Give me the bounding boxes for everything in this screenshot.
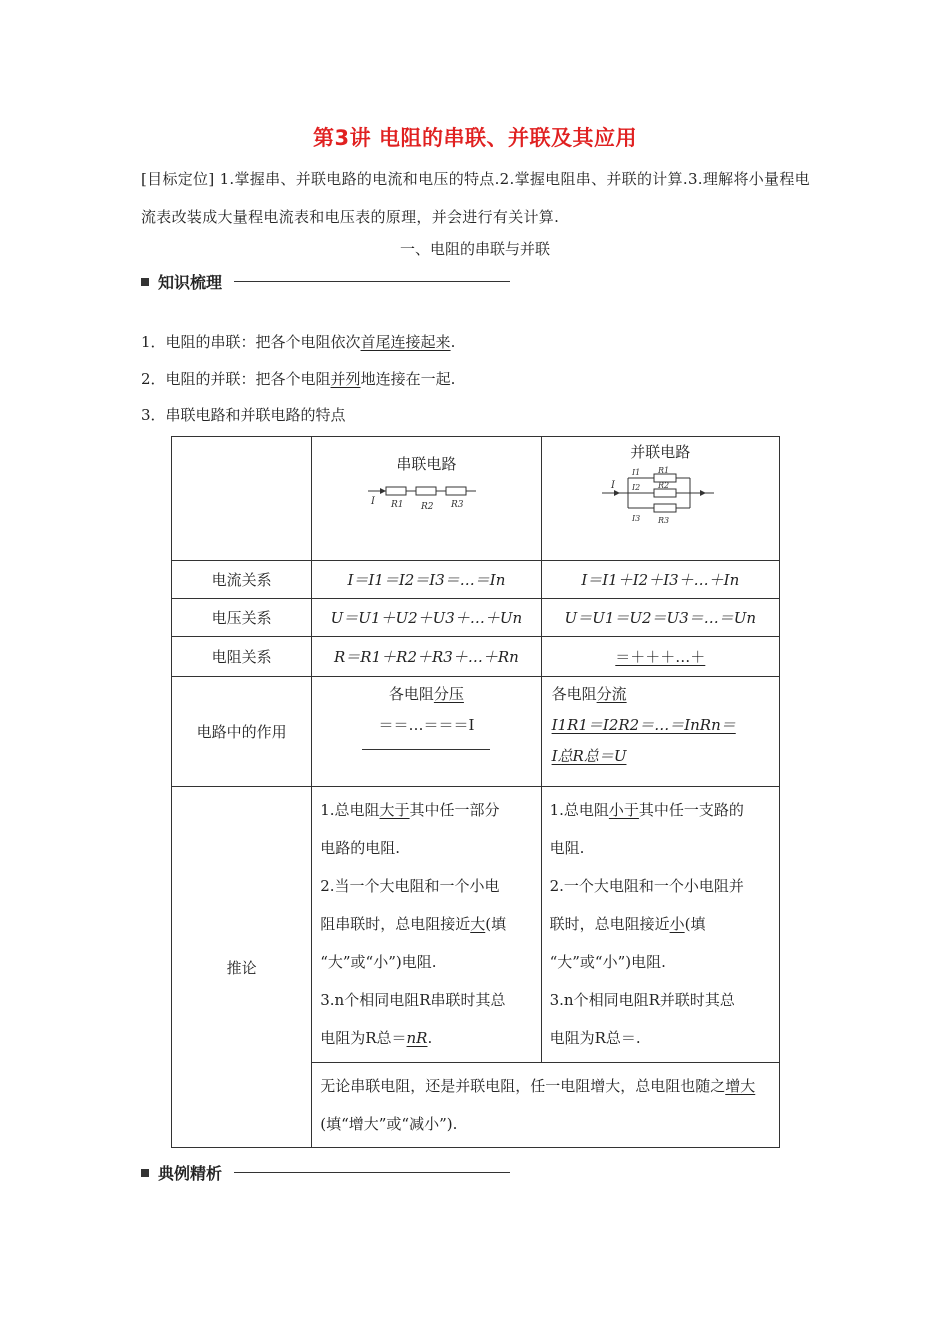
parallel-current-cell xyxy=(541,561,779,599)
goal-paragraph xyxy=(141,160,821,236)
inf-line: 3.n个相同电阻R串联时其总 xyxy=(320,991,506,1009)
formula: I＝I1＋I2＋I3＋…＋In xyxy=(581,571,740,589)
inf-line: 电路的电阻. xyxy=(320,839,400,857)
square-bullet-icon xyxy=(141,1169,149,1177)
series-role-formula: ＝＝…＝＝＝I xyxy=(378,716,475,734)
parallel-voltage-cell xyxy=(541,599,779,637)
inf-line: 1.总电阻小于其中任一支路的 xyxy=(549,801,744,819)
parallel-role-formula-2: I总R总＝U xyxy=(551,747,627,765)
list-item xyxy=(141,368,455,389)
parallel-role-cell xyxy=(541,677,779,787)
formula: I＝I1＝I2＝I3＝…＝In xyxy=(347,571,506,589)
parallel-resistance-cell xyxy=(541,637,779,677)
blank-line xyxy=(362,749,490,750)
row-label-role: 电路中的作用 xyxy=(172,677,312,787)
parallel-circuit-diagram xyxy=(600,466,720,528)
inf-line: 1.总电阻大于其中任一部分 xyxy=(320,801,500,819)
r3-label: R3 xyxy=(658,516,670,525)
series-circuit-diagram xyxy=(366,482,486,514)
goal-tag: [目标定位] xyxy=(141,170,215,188)
formula: R＝R1＋R2＋R3＋…＋Rn xyxy=(334,648,519,666)
i1-label: I1 xyxy=(632,468,641,477)
subheading: 一、电阻的串联与并联 xyxy=(399,240,550,258)
row-label-voltage: 电压关系 xyxy=(172,599,312,637)
item-text: 1．电阻的串联：把各个电阻依次 xyxy=(141,333,361,351)
inf-line: “大”或“小”)电阻. xyxy=(320,953,437,971)
series-current-cell xyxy=(312,561,541,599)
square-bullet-icon xyxy=(141,278,149,286)
table-corner-cell xyxy=(172,437,312,561)
row-label-resistance: 电阻关系 xyxy=(172,637,312,677)
item-answer: 首尾连接起来 xyxy=(360,333,451,351)
series-header: 串联电路 xyxy=(396,455,457,473)
section-header-knowledge xyxy=(141,270,510,293)
item-answer: 并列 xyxy=(330,370,361,388)
series-voltage-cell xyxy=(312,599,541,637)
series-inference-cell xyxy=(312,787,541,1063)
formula: ＝＋＋＋…＋ xyxy=(615,648,706,666)
inf-answer: 增大 xyxy=(725,1077,756,1095)
current-label: I xyxy=(611,480,616,491)
inf-text: 无论串联电阻，还是并联电阻，任一电阻增大，总电阻也随之 xyxy=(320,1077,726,1095)
item-text: 2．电阻的并联：把各个电阻 xyxy=(141,370,331,388)
r1-label: R1 xyxy=(658,466,670,475)
item-text: . xyxy=(450,333,456,351)
i3-label: I3 xyxy=(632,514,641,523)
formula: U＝U1＋U2＋U3＋…＋Un xyxy=(330,609,523,627)
formula: U＝U1＝U2＝U3＝…＝Un xyxy=(564,609,757,627)
inf-line: 3.n个相同电阻R并联时其总 xyxy=(549,991,735,1009)
series-resistance-cell xyxy=(312,637,541,677)
inf-line: 2.当一个大电阻和一个小电 xyxy=(320,877,500,895)
r3-label: R3 xyxy=(451,500,464,510)
page-title: 第3讲 电阻的串联、并联及其应用 xyxy=(313,126,637,150)
goal-text: 1.掌握串、并联电路的电流和电压的特点.2.掌握电阻串、并联的计算.3.理解将小量程电流表改装成大量程电流表和电压表的原理，并会进行有关计算. xyxy=(141,170,810,226)
r1-label: R1 xyxy=(391,500,404,510)
r2-label: R2 xyxy=(658,481,670,490)
comparison-table xyxy=(171,436,780,1148)
series-header-cell xyxy=(312,437,541,561)
row-label-current: 电流关系 xyxy=(172,561,312,599)
r2-label: R2 xyxy=(421,502,434,512)
inf-line: 电阻为R总＝. xyxy=(549,1029,641,1047)
inf-line: 阻串联时，总电阻接近大(填 xyxy=(320,915,507,933)
inf-text: (填“增大”或“减小”). xyxy=(320,1115,458,1133)
inf-line: 2.一个大电阻和一个小电阻并 xyxy=(549,877,744,895)
parallel-header-cell xyxy=(541,437,779,561)
row-label-inference: 推论 xyxy=(172,787,312,1148)
inf-line: 联时，总电阻接近小(填 xyxy=(549,915,706,933)
series-role-text: 各电阻分压 xyxy=(388,685,464,703)
list-item xyxy=(141,331,455,352)
section-header-examples xyxy=(141,1161,510,1184)
section-rule xyxy=(234,1172,510,1173)
inf-line: “大”或“小”)电阻. xyxy=(549,953,666,971)
list-item: 3．串联电路和并联电路的特点 xyxy=(141,406,346,424)
section-title: 典例精析 xyxy=(158,1164,223,1183)
parallel-header: 并联电路 xyxy=(630,443,691,461)
parallel-role-text: 各电阻分流 xyxy=(551,685,627,703)
parallel-role-formula-1: I1R1＝I2R2＝…＝InRn＝ xyxy=(551,716,736,734)
common-inference-cell xyxy=(312,1063,780,1148)
i2-label: I2 xyxy=(632,483,641,492)
section-title: 知识梳理 xyxy=(158,273,223,292)
series-role-cell xyxy=(312,677,541,787)
current-label: I xyxy=(371,496,376,507)
inf-line: 电阻为R总＝nR. xyxy=(320,1029,433,1047)
inf-line: 电阻. xyxy=(549,839,585,857)
parallel-inference-cell xyxy=(541,787,779,1063)
item-text: 地连接在一起. xyxy=(360,370,456,388)
section-rule xyxy=(234,281,510,282)
